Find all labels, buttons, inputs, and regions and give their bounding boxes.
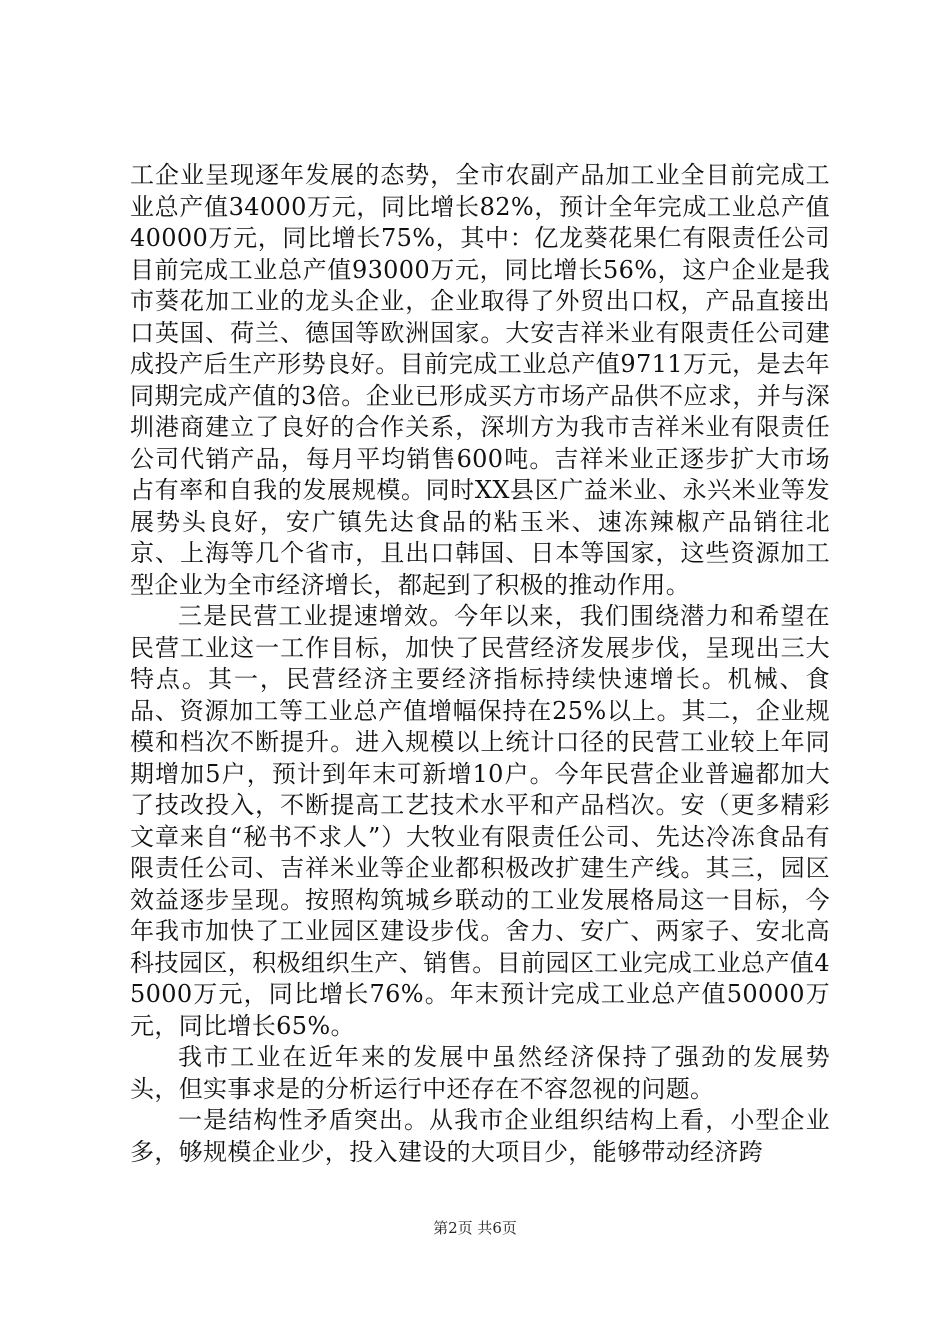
paragraph-structural-conflict: 一是结构性矛盾突出。从我市企业组织结构上看，小型企业多，够规模企业少，投入建设的大项目少，能够带动经济跨: [130, 1106, 830, 1166]
page-number-label: 第2页 共6页: [433, 1219, 517, 1237]
document-body: [130, 160, 830, 1168]
paragraph-agri-processing: 工企业呈现逐年发展的态势，全市农副产品加工业全目前完成工业总产值34000万元，同比增长82%，预计全年完成工业总产值40000万元，同比增长75%，其中：亿龙葵花果仁有限责任公司目前完成工业总产值93000万元，同比增长56%，这户企业是我市葵花加工业的龙头企业，企业取得了外贸出口权，产品直接出口英国、荷兰、德国等欧洲国家。大安吉祥米业有限责任公司建成投产后生产形势良好。目前完成工业总产值9711万元，是去年同期完成产值的3倍。企业已形成买方市场产品供不应求，并与深圳港商建立了良好的合作关系，深圳方为我市吉祥米业有限责任公司代销产品，每月平均销售600吨。吉祥米业正逐步扩大市场占有率和自我的发展规模。同时XX县区广益米业、永兴米业等发展势头良好，安广镇先达食品的粘玉米、速冻辣椒产品销往北京、上海等几个省市，且出口韩国、日本等国家，这些资源加工型企业为全市经济增长，都起到了积极的推动作用。: [130, 161, 830, 599]
page-footer: [0, 1218, 950, 1238]
paragraph-problems-intro: 我市工业在近年来的发展中虽然经济保持了强劲的发展势头，但实事求是的分析运行中还存在不容忽视的问题。: [130, 1043, 830, 1103]
paragraph-private-industry: 三是民营工业提速增效。今年以来，我们围绕潜力和希望在民营工业这一工作目标，加快了民营经济发展步伐，呈现出三大特点。其一，民营经济主要经济指标持续快速增长。机械、食品、资源加工等工业总产值增幅保持在25%以上。其二，企业规模和档次不断提升。进入规模以上统计口径的民营工业较上年同期增加5户，预计到年末可新增10户。今年民营企业普遍都加大了技改投入，不断提高工艺技术水平和产品档次。安（更多精彩文章来自“秘书不求人”）大牧业有限责任公司、先达冷冻食品有限责任公司、吉祥米业等企业都积极改扩建生产线。其三，园区效益逐步呈现。按照构筑城乡联动的工业发展格局这一目标，今年我市加快了工业园区建设步伐。舍力、安广、两家子、安北高科技园区，积极组织生产、销售。目前园区工业完成工业总产值45000万元，同比增长76%。年末预计完成工业总产值50000万元，同比增长65%。: [130, 602, 830, 1040]
